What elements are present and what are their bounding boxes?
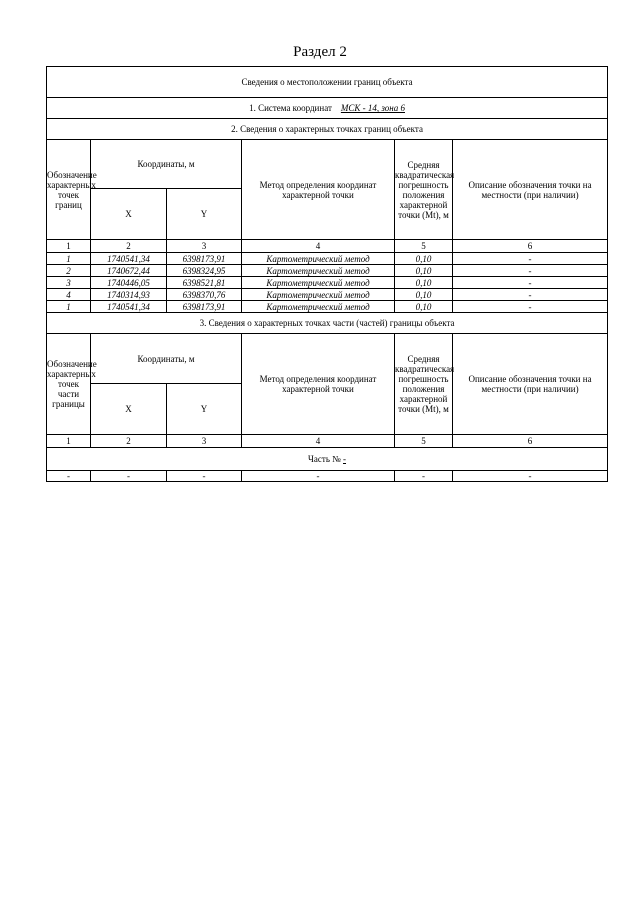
point-description: - xyxy=(453,301,608,313)
empty-cell: - xyxy=(453,471,608,482)
col-number: 6 xyxy=(453,240,608,253)
coord-system-row xyxy=(47,98,608,119)
part-value: - xyxy=(343,454,347,464)
col-number: 2 xyxy=(91,240,167,253)
empty-cell: - xyxy=(242,471,395,482)
point-y: 6398173,91 xyxy=(167,253,242,265)
section-header: Сведения о местоположении границ объекта xyxy=(47,67,608,98)
part-label: Часть № xyxy=(308,454,341,464)
empty-cell: - xyxy=(167,471,242,482)
part-number xyxy=(47,448,608,471)
table-row xyxy=(47,471,608,482)
coord-system-label: 1. Система координат xyxy=(249,103,332,113)
col-x: X xyxy=(91,384,167,435)
point-x: 1740541,34 xyxy=(91,301,167,313)
col-designation: Обозначение характерных точек части границы xyxy=(47,334,91,435)
char-points-heading-row xyxy=(47,119,608,140)
point-error: 0,10 xyxy=(395,253,453,265)
col-number: 6 xyxy=(453,435,608,448)
char-points-header-row xyxy=(47,140,608,189)
point-y: 6398370,76 xyxy=(167,289,242,301)
point-number: 2 xyxy=(47,265,91,277)
point-x: 1740314,93 xyxy=(91,289,167,301)
col-description: Описание обозначения точки на местности (при наличии) xyxy=(453,140,608,240)
point-number: 4 xyxy=(47,289,91,301)
col-method: Метод определения координат характерной точки xyxy=(242,334,395,435)
part-points-header-row xyxy=(47,334,608,384)
col-coords: Координаты, м xyxy=(91,334,242,384)
col-description: Описание обозначения точки на местности (при наличии) xyxy=(453,334,608,435)
point-method: Картометрический метод xyxy=(242,301,395,313)
col-number: 4 xyxy=(242,435,395,448)
point-x: 1740446,05 xyxy=(91,277,167,289)
point-error: 0,10 xyxy=(395,289,453,301)
point-description: - xyxy=(453,265,608,277)
col-error: Средняя квадратическая погрешность положения характерной точки (Mt), м xyxy=(395,140,453,240)
part-points-heading-row xyxy=(47,313,608,334)
point-y: 6398521,81 xyxy=(167,277,242,289)
point-description: - xyxy=(453,277,608,289)
table-row xyxy=(47,265,608,277)
char-points-numbers-row xyxy=(47,240,608,253)
col-number: 1 xyxy=(47,435,91,448)
point-number: 1 xyxy=(47,301,91,313)
col-number: 1 xyxy=(47,240,91,253)
part-number-row xyxy=(47,448,608,471)
point-description: - xyxy=(453,289,608,301)
part-points-heading: 3. Сведения о характерных точках части (частей) границы объекта xyxy=(47,313,608,334)
part-points-numbers-row xyxy=(47,435,608,448)
point-x: 1740672,44 xyxy=(91,265,167,277)
point-error: 0,10 xyxy=(395,301,453,313)
col-number: 5 xyxy=(395,435,453,448)
point-x: 1740541,34 xyxy=(91,253,167,265)
col-x: X xyxy=(91,189,167,240)
point-error: 0,10 xyxy=(395,265,453,277)
table-row xyxy=(47,301,608,313)
point-number: 1 xyxy=(47,253,91,265)
col-number: 2 xyxy=(91,435,167,448)
col-coords: Координаты, м xyxy=(91,140,242,189)
char-points-heading: 2. Сведения о характерных точках границ объекта xyxy=(47,119,608,140)
col-number: 3 xyxy=(167,435,242,448)
col-error: Средняя квадратическая погрешность положения характерной точки (Mt), м xyxy=(395,334,453,435)
coord-system xyxy=(47,98,608,119)
table-row xyxy=(47,277,608,289)
point-error: 0,10 xyxy=(395,277,453,289)
point-method: Картометрический метод xyxy=(242,253,395,265)
table-row xyxy=(47,253,608,265)
empty-cell: - xyxy=(395,471,453,482)
empty-cell: - xyxy=(91,471,167,482)
col-number: 5 xyxy=(395,240,453,253)
table-row xyxy=(47,289,608,301)
coord-system-value: МСК - 14, зона 6 xyxy=(340,103,405,113)
point-y: 6398173,91 xyxy=(167,301,242,313)
col-method: Метод определения координат характерной точки xyxy=(242,140,395,240)
page-title: Раздел 2 xyxy=(293,44,347,60)
boundary-table xyxy=(46,66,608,482)
empty-cell: - xyxy=(47,471,91,482)
col-number: 3 xyxy=(167,240,242,253)
section-header-row xyxy=(47,67,608,98)
point-method: Картометрический метод xyxy=(242,265,395,277)
point-method: Картометрический метод xyxy=(242,289,395,301)
point-number: 3 xyxy=(47,277,91,289)
col-number: 4 xyxy=(242,240,395,253)
col-y: Y xyxy=(167,384,242,435)
col-designation: Обозначение характерных точек границ xyxy=(47,140,91,240)
col-y: Y xyxy=(167,189,242,240)
point-method: Картометрический метод xyxy=(242,277,395,289)
point-y: 6398324,95 xyxy=(167,265,242,277)
point-description: - xyxy=(453,253,608,265)
